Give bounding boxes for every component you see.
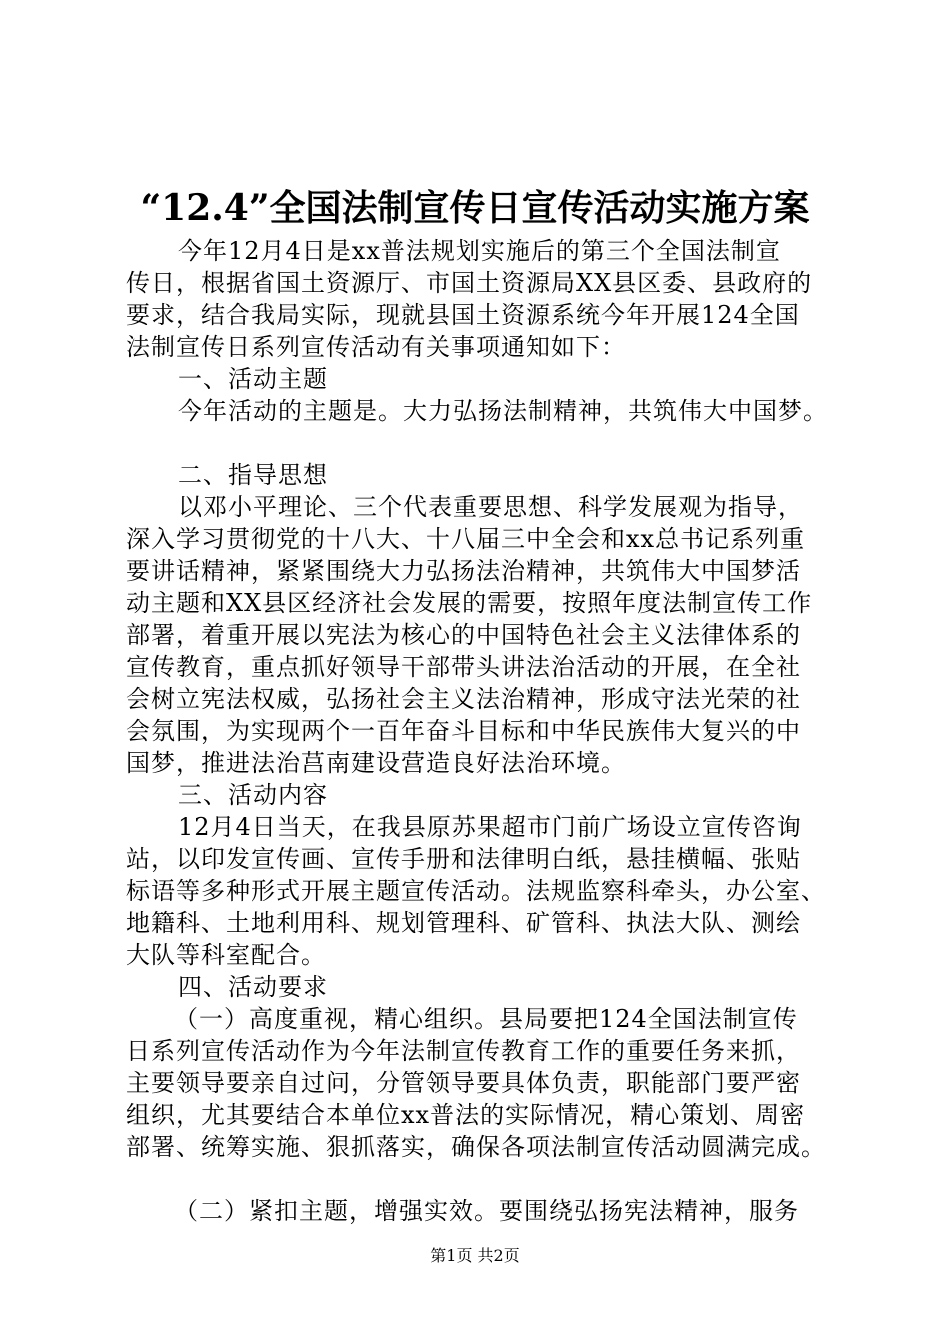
paragraph-line: 宣传教育，重点抓好领导干部带头讲法治活动的开展，在全社	[126, 653, 801, 681]
paragraph-line: 法制宣传日系列宣传活动有关事项通知如下：	[126, 333, 626, 361]
paragraph-line: 动主题和XX县区经济社会发展的需要，按照年度法制宣传工作	[126, 589, 813, 617]
section-heading: 三、活动内容	[178, 781, 328, 809]
paragraph-line: 主要领导要亲自过问，分管领导要具体负责，职能部门要严密	[126, 1069, 801, 1097]
section-heading: 一、活动主题	[178, 365, 328, 393]
section-heading: 四、活动要求	[178, 973, 328, 1001]
paragraph-line: 站，以印发宣传画、宣传手册和法律明白纸，悬挂横幅、张贴	[126, 845, 801, 873]
paragraph-line: 12月4日当天，在我县原苏果超市门前广场设立宣传咨询	[178, 813, 802, 841]
paragraph-line: 会树立宪法权威，弘扬社会主义法治精神，形成守法光荣的社	[126, 685, 801, 713]
paragraph-line: 地籍科、土地利用科、规划管理科、矿管科、执法大队、测绘	[126, 909, 801, 937]
paragraph-line: （一）高度重视，精心组织。县局要把124全国法制宣传	[174, 1005, 798, 1033]
paragraph-line: 国梦，推进法治莒南建设营造良好法治环境。	[126, 749, 626, 777]
paragraph-line: 会氛围，为实现两个一百年奋斗目标和中华民族伟大复兴的中	[126, 717, 801, 745]
paragraph-line: 传日，根据省国土资源厅、市国土资源局XX县区委、县政府的	[126, 269, 813, 297]
paragraph-line: 组织，尤其要结合本单位xx普法的实际情况，精心策划、周密	[126, 1101, 806, 1129]
blank-line	[126, 427, 846, 459]
blank-line	[126, 1163, 846, 1195]
paragraph-line: 标语等多种形式开展主题宣传活动。法规监察科牵头，办公室、	[126, 877, 826, 905]
paragraph-line: 今年活动的主题是。大力弘扬法制精神，共筑伟大中国梦。	[178, 397, 828, 425]
section-heading: 二、指导思想	[178, 461, 328, 489]
paragraph-line: 要求，结合我局实际，现就县国土资源系统今年开展124全国	[126, 301, 800, 329]
document-body	[126, 235, 846, 1227]
paragraph-line: 部署，着重开展以宪法为核心的中国特色社会主义法律体系的	[126, 621, 801, 649]
paragraph-line: （二）紧扣主题，增强实效。要围绕弘扬宪法精神，服务	[174, 1197, 799, 1225]
document-title: “12.4”全国法制宣传日宣传活动实施方案	[140, 187, 810, 229]
paragraph-line: 日系列宣传活动作为今年法制宣传教育工作的重要任务来抓，	[126, 1037, 801, 1065]
paragraph-line: 要讲话精神，紧紧围绕大力弘扬法治精神，共筑伟大中国梦活	[126, 557, 801, 585]
paragraph-line: 部署、统筹实施、狠抓落实，确保各项法制宣传活动圆满完成。	[126, 1133, 826, 1161]
paragraph-line: 大队等科室配合。	[126, 941, 326, 969]
page-footer: 第1页 共2页	[430, 1246, 520, 1265]
paragraph-line: 深入学习贯彻党的十八大、十八届三中全会和xx总书记系列重	[126, 525, 806, 553]
paragraph-line: 今年12月4日是xx普法规划实施后的第三个全国法制宣	[178, 237, 781, 265]
paragraph-line: 以邓小平理论、三个代表重要思想、科学发展观为指导，	[178, 493, 803, 521]
